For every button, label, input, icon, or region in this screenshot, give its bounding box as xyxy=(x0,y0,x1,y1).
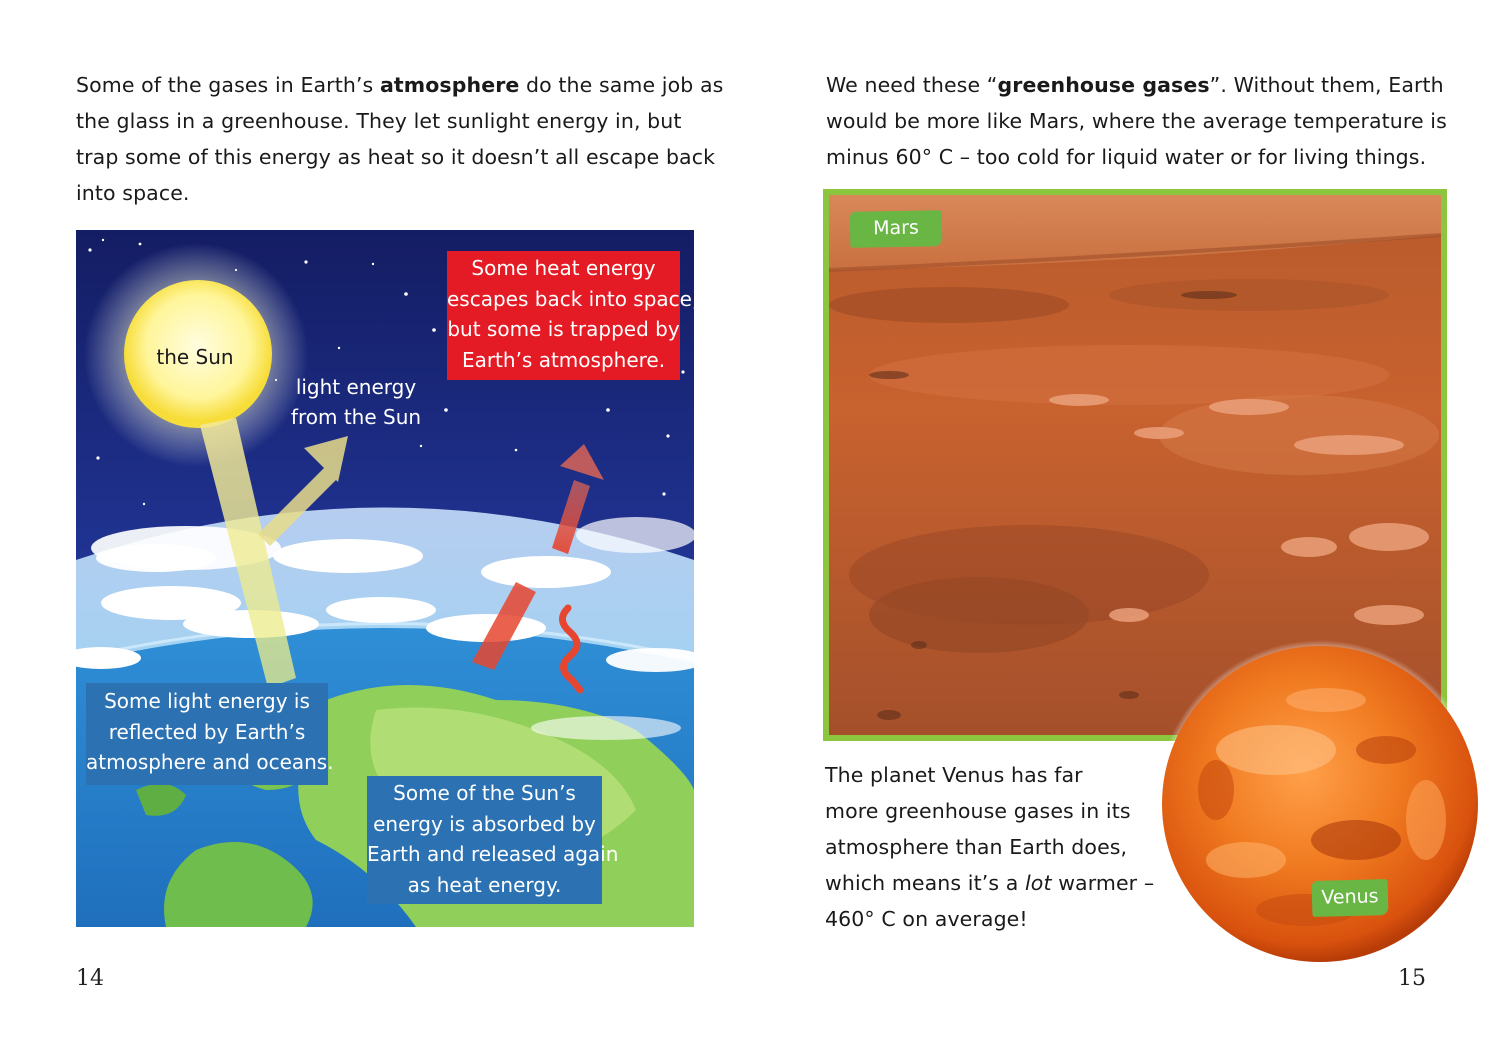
left-intro-line-1: Some of the gases in Earth’s atmosphere do the same job as xyxy=(76,73,724,97)
reflected-light-callout: Some light energy is reflected by Earth’s atmosphere and oceans. xyxy=(86,683,328,785)
left-intro-paragraph xyxy=(76,67,723,211)
light-energy-label: light energy from the Sun xyxy=(290,375,422,429)
left-intro-line-2: the glass in a greenhouse. They let sunlight energy in, but xyxy=(76,109,682,133)
page-number-right: 15 xyxy=(1398,966,1426,991)
left-intro-line-4: into space. xyxy=(76,181,190,205)
right-intro-line-1: We need these “greenhouse gases”. Without them, Earth xyxy=(826,73,1444,97)
term-greenhouse-gases: greenhouse gases xyxy=(997,73,1210,97)
term-atmosphere: atmosphere xyxy=(379,73,520,97)
right-intro-line-3: minus 60° C – too cold for liquid water or for living things. xyxy=(826,145,1427,169)
right-intro-line-2: would be more like Mars, where the average temperature is xyxy=(826,109,1447,133)
right-intro-paragraph xyxy=(826,67,1447,175)
mars-label: Mars xyxy=(850,210,943,248)
venus-image xyxy=(1156,640,1484,968)
heat-escape-callout: Some heat energy escapes back into space, but some is trapped by Earth’s atmosphere. xyxy=(447,251,680,380)
venus-label: Venus xyxy=(1312,879,1389,917)
absorbed-energy-callout: Some of the Sun’s energy is absorbed by Earth and released again as heat energy. xyxy=(367,776,602,904)
venus-paragraph: The planet Venus has far more greenhouse gases in its atmosphere than Earth does, which means it’s a lot warmer – 460° C on average! xyxy=(825,763,1155,931)
sun-label: the Sun xyxy=(156,345,234,369)
page-number-left: 14 xyxy=(76,966,104,991)
venus-planet xyxy=(1156,640,1484,968)
emphasis-lot: lot xyxy=(1025,871,1052,895)
venus-line-4: which means it’s a lot warmer – xyxy=(825,871,1155,895)
left-intro-line-3: trap some of this energy as heat so it doesn’t all escape back xyxy=(76,145,716,169)
